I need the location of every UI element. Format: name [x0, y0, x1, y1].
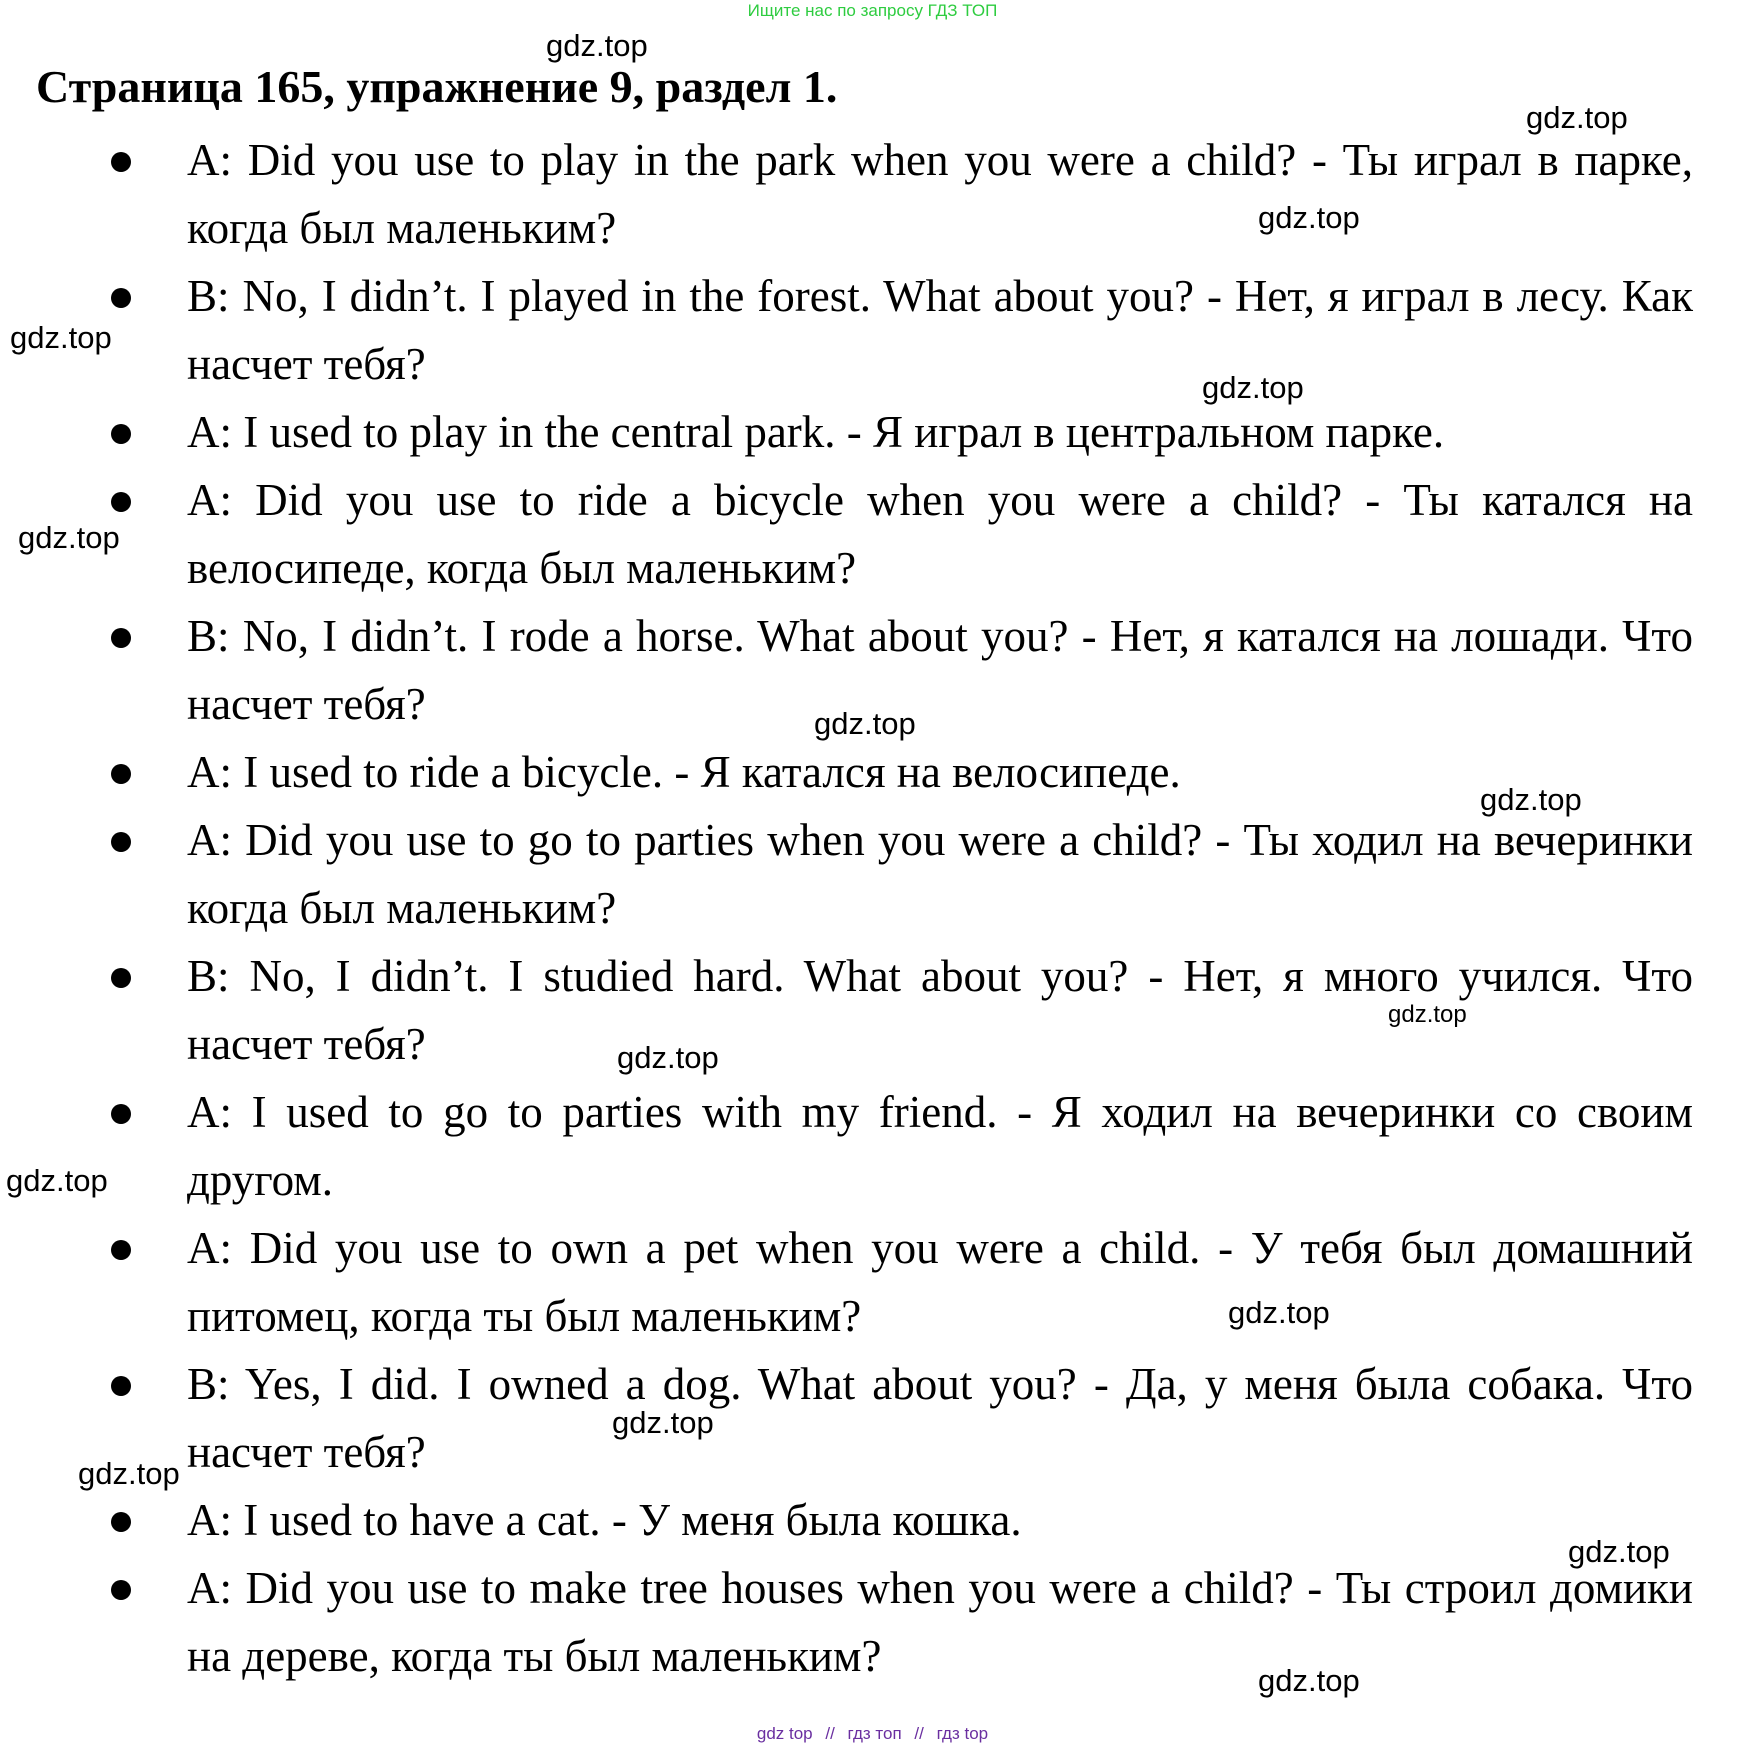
list-item — [0, 262, 1745, 398]
footer-separator: // — [914, 1724, 924, 1743]
list-item — [0, 1554, 1745, 1690]
list-item — [0, 1350, 1745, 1486]
watermark: gdz.top — [6, 1163, 108, 1198]
bullet-icon — [111, 1580, 131, 1600]
top-banner[interactable]: Ищите нас по запросу ГДЗ ТОП — [747, 1, 998, 20]
watermark: gdz.top — [617, 1040, 719, 1075]
watermark: gdz.top — [612, 1405, 714, 1440]
list-item — [0, 806, 1745, 942]
footer-link[interactable]: гдз топ — [847, 1724, 902, 1743]
line-text: A: I used to play in the central park. - Я играл в центральном парке. — [187, 407, 1445, 457]
watermark: gdz.top — [1202, 370, 1304, 405]
bullet-icon — [111, 1240, 131, 1260]
footer-link[interactable]: гдз top — [936, 1724, 989, 1743]
watermark: gdz.top — [10, 320, 112, 355]
watermark: gdz.top — [546, 28, 648, 63]
watermark: gdz.top — [78, 1456, 180, 1491]
bullet-icon — [111, 1104, 131, 1124]
bullet-icon — [111, 492, 131, 512]
watermark: gdz.top — [1258, 200, 1360, 235]
list-item — [0, 1214, 1745, 1350]
page-title: Страница 165, упражнение 9, раздел 1. — [36, 61, 838, 112]
list-item — [0, 466, 1745, 602]
line-text: B: Yes, I did. I owned a dog. What about you? - Да, у меня была собака. Что насчет тебя? — [187, 1359, 1693, 1477]
bullet-icon — [111, 832, 131, 852]
bullet-icon — [111, 1512, 131, 1532]
bullet-icon — [111, 1376, 131, 1396]
bullet-icon — [111, 288, 131, 308]
bullet-icon — [111, 764, 131, 784]
dialogue-list — [0, 126, 1745, 1690]
line-text: A: Did you use to ride a bicycle when you were a child? - Ты катался на велосипеде, когда был маленьким? — [187, 475, 1693, 593]
watermark: gdz.top — [1526, 100, 1628, 135]
list-item — [0, 1078, 1745, 1214]
line-text: A: Did you use to make tree houses when you were a child? - Ты строил домики на дереве, когда ты был маленьким? — [187, 1563, 1693, 1681]
line-text: A: Did you use to play in the park when you were a child? - Ты играл в парке, когда был маленьким? — [187, 135, 1693, 253]
bullet-icon — [111, 424, 131, 444]
line-text: A: Did you use to go to parties when you were a child? - Ты ходил на вечеринки когда был маленьким? — [187, 815, 1693, 933]
list-item — [0, 942, 1745, 1078]
footer-separator: // — [825, 1724, 835, 1743]
line-text: A: I used to have a cat. - У меня была кошка. — [187, 1495, 1022, 1545]
line-text: B: No, I didn’t. I studied hard. What about you? - Нет, я много учился. Что насчет тебя? — [187, 951, 1693, 1069]
line-text: B: No, I didn’t. I played in the forest. What about you? - Нет, я играл в лесу. Как насчет тебя? — [187, 271, 1693, 389]
line-text: B: No, I didn’t. I rode a horse. What about you? - Нет, я катался на лошади. Что насчет тебя? — [187, 611, 1693, 729]
bullet-icon — [111, 628, 131, 648]
watermark: gdz.top — [1258, 1663, 1360, 1698]
footer-links — [0, 1724, 1745, 1744]
watermark: gdz.top — [814, 706, 916, 741]
watermark: gdz.top — [1388, 1001, 1467, 1028]
bullet-icon — [111, 152, 131, 172]
footer-link[interactable]: gdz top — [756, 1724, 813, 1743]
line-text: A: Did you use to own a pet when you were a child. - У тебя был домашний питомец, когда ты был маленьким? — [187, 1223, 1693, 1341]
watermark: gdz.top — [18, 520, 120, 555]
bullet-icon — [111, 968, 131, 988]
watermark: gdz.top — [1480, 782, 1582, 817]
watermark: gdz.top — [1568, 1534, 1670, 1569]
list-item — [0, 126, 1745, 262]
line-text: A: I used to ride a bicycle. - Я катался на велосипеде. — [187, 747, 1181, 797]
line-text: A: I used to go to parties with my friend. - Я ходил на вечеринки со своим другом. — [187, 1087, 1693, 1205]
watermark: gdz.top — [1228, 1295, 1330, 1330]
list-item — [0, 398, 1745, 466]
list-item — [0, 1486, 1745, 1554]
